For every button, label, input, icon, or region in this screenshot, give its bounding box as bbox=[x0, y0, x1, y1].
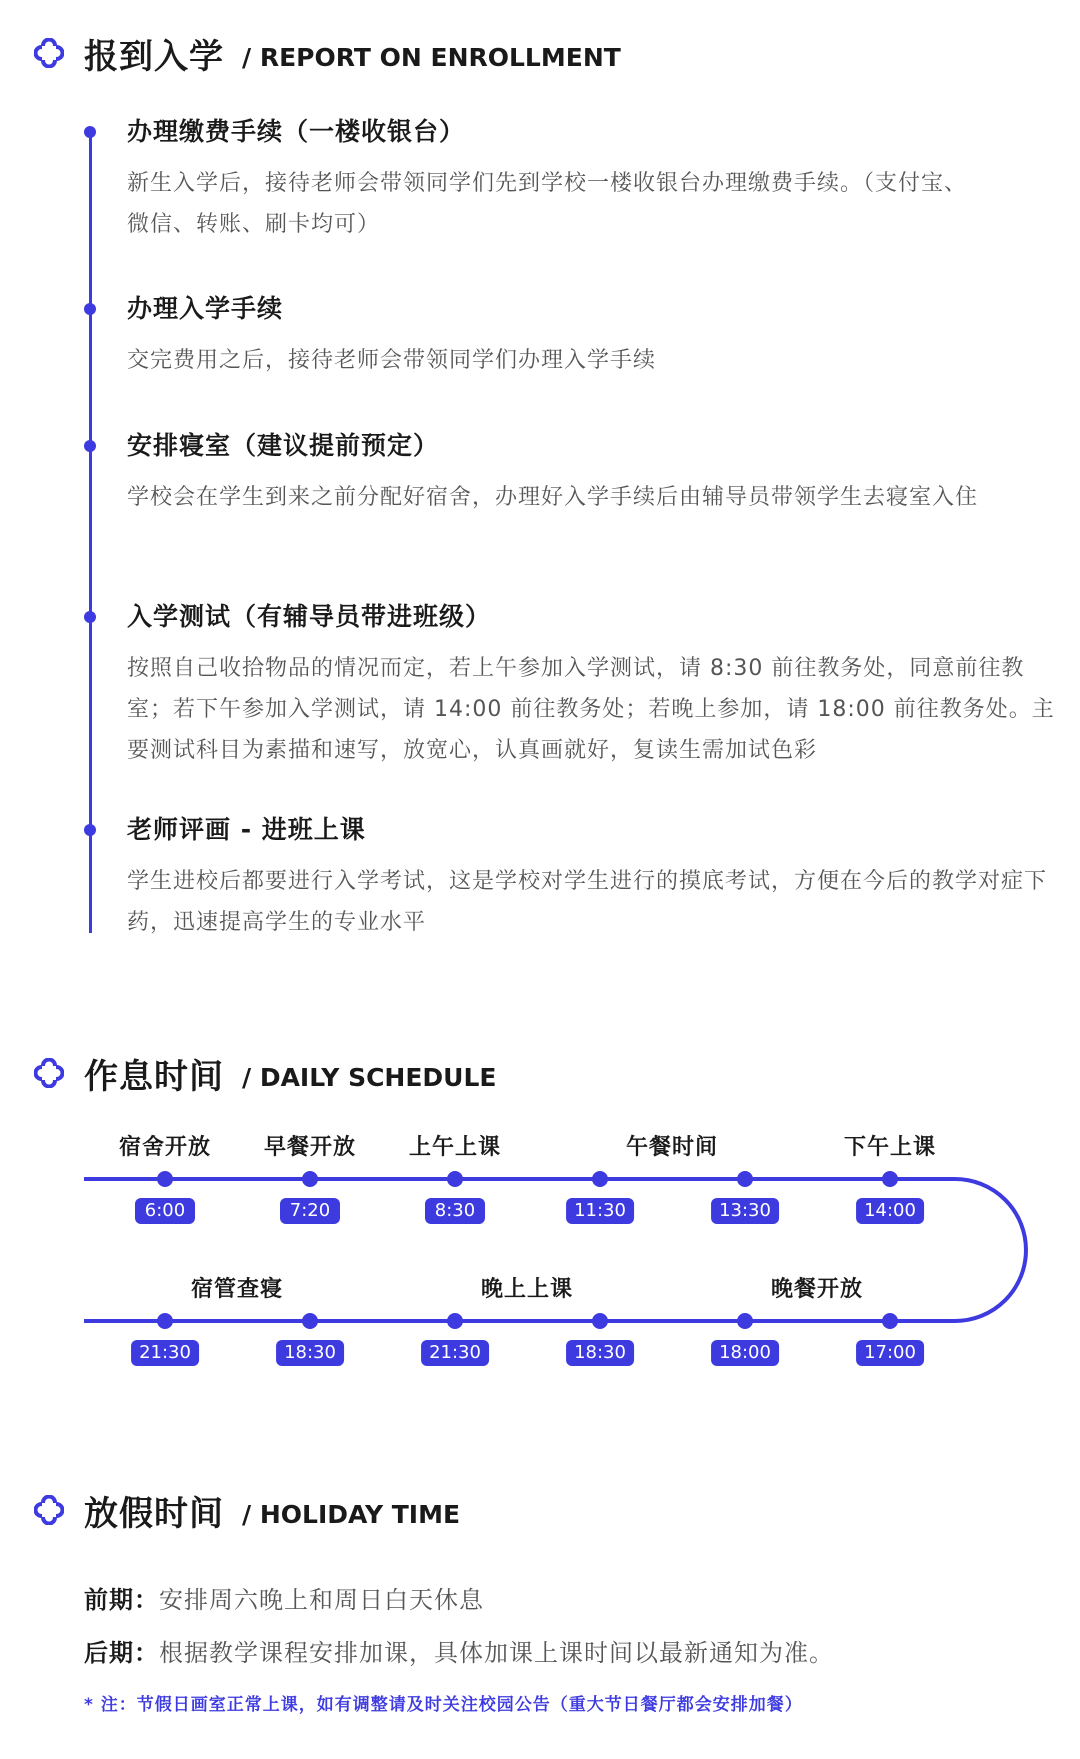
time-badge: 7:20 bbox=[280, 1198, 340, 1224]
schedule-label: 晚餐开放 bbox=[770, 1277, 864, 1302]
time-badge: 17:00 bbox=[856, 1340, 924, 1366]
step-payment bbox=[127, 115, 1057, 245]
holiday-note: * 注：节假日画室正常上课，如有调整请及时关注校园公告（重大节日餐厅都会安排加餐） bbox=[84, 1695, 803, 1715]
step-assessment bbox=[127, 813, 1057, 943]
schedule-label: 宿舍开放 bbox=[118, 1135, 212, 1160]
time-badge: 6:00 bbox=[135, 1198, 195, 1224]
step-description: 学校会在学生到来之前分配好宿舍，办理好入学手续后由辅导员带领学生去寝室入住 bbox=[127, 485, 979, 510]
time-badge: 14:00 bbox=[856, 1198, 924, 1224]
schedule-label: 下午上课 bbox=[843, 1135, 937, 1160]
step-enrollment bbox=[127, 292, 1057, 381]
section-title: 作息时间 bbox=[84, 1056, 224, 1097]
holiday-text: 安排周六晚上和周日白天休息 bbox=[159, 1586, 484, 1614]
timeline-dot bbox=[84, 440, 96, 452]
flower-icon bbox=[34, 1495, 64, 1525]
flower-icon bbox=[34, 38, 64, 68]
time-badge: 18:00 bbox=[711, 1340, 779, 1366]
schedule-diagram bbox=[0, 1130, 1080, 1390]
time-badge: 8:30 bbox=[425, 1198, 485, 1224]
holiday-early bbox=[84, 1583, 484, 1617]
holiday-label: 后期： bbox=[84, 1639, 159, 1667]
step-description: 按照自己收拾物品的情况而定，若上午参加入学测试，请 8:30 前往教务处，同意前往教室；若下午参加入学测试，请 14:00 前往教务处；若晚上参加，请 18:00 前往教务处。主要测试科目为素描和速写，放宽心，认真画就好，复读生需加试色彩 bbox=[127, 656, 1055, 763]
schedule-label: 早餐开放 bbox=[263, 1135, 357, 1160]
schedule-header bbox=[34, 1048, 497, 1098]
schedule-label: 宿管查寝 bbox=[190, 1277, 284, 1302]
holiday-late bbox=[84, 1636, 834, 1670]
step-description: 学生进校后都要进行入学考试，这是学校对学生进行的摸底考试，方便在今后的教学对症下药，迅速提高学生的专业水平 bbox=[127, 869, 1048, 935]
schedule-label: 上午上课 bbox=[408, 1135, 502, 1160]
step-description: 交完费用之后，接待老师会带领同学们办理入学手续 bbox=[127, 348, 657, 373]
section-title: 放假时间 bbox=[84, 1493, 224, 1534]
section-subtitle: / DAILY SCHEDULE bbox=[242, 1062, 497, 1092]
timeline-dot bbox=[84, 126, 96, 138]
step-dormitory bbox=[127, 429, 1057, 518]
timeline-dot bbox=[84, 303, 96, 315]
step-description: 新生入学后，接待老师会带领同学们先到学校一楼收银台办理缴费手续。（支付宝、微信、转账、刷卡均可） bbox=[127, 171, 968, 237]
step-title: 安排寝室（建议提前预定） bbox=[127, 431, 440, 460]
schedule-label: 晚上上课 bbox=[480, 1277, 574, 1302]
section-title: 报到入学 bbox=[84, 36, 224, 77]
step-title: 办理入学手续 bbox=[127, 294, 284, 323]
time-badge: 21:30 bbox=[421, 1340, 489, 1366]
holiday-text: 根据教学课程安排加课，具体加课上课时间以最新通知为准。 bbox=[159, 1639, 834, 1667]
timeline-line bbox=[89, 128, 92, 933]
step-title: 老师评画 - 进班上课 bbox=[127, 815, 366, 844]
time-badge: 18:30 bbox=[276, 1340, 344, 1366]
time-badge: 21:30 bbox=[131, 1340, 199, 1366]
section-subtitle: / HOLIDAY TIME bbox=[242, 1499, 461, 1529]
holiday-label: 前期： bbox=[84, 1586, 159, 1614]
time-badge: 13:30 bbox=[711, 1198, 779, 1224]
step-title: 办理缴费手续（一楼收银台） bbox=[127, 117, 466, 146]
schedule-label: 午餐时间 bbox=[625, 1135, 719, 1160]
flower-icon bbox=[34, 1058, 64, 1088]
holiday-header bbox=[34, 1485, 460, 1535]
step-test bbox=[127, 600, 1057, 771]
time-badge: 11:30 bbox=[566, 1198, 634, 1224]
time-badge: 18:30 bbox=[566, 1340, 634, 1366]
step-title: 入学测试（有辅导员带进班级） bbox=[127, 602, 492, 631]
timeline-dot bbox=[84, 824, 96, 836]
section-subtitle: / REPORT ON ENROLLMENT bbox=[242, 42, 621, 72]
timeline-dot bbox=[84, 611, 96, 623]
enrollment-header bbox=[34, 28, 621, 78]
